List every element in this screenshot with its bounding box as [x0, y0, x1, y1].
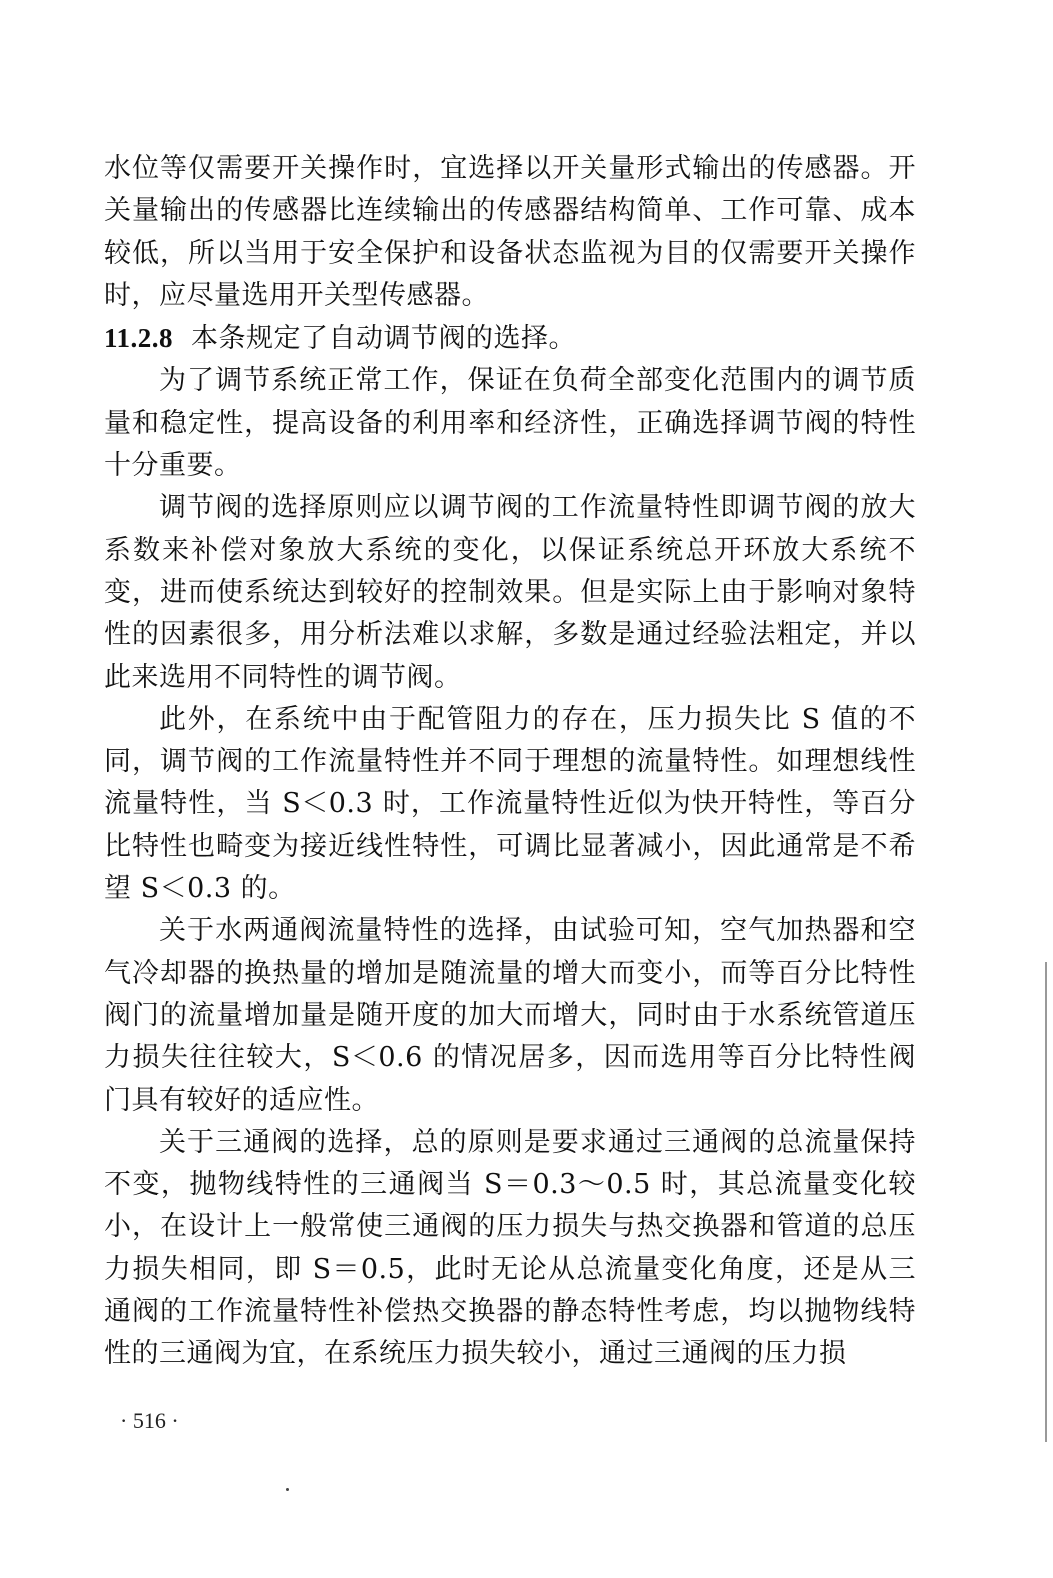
clause-title: 本条规定了自动调节阀的选择。: [191, 323, 577, 355]
paragraph-three-way-valve: 关于三通阀的选择，总的原则是要求通过三通阀的总流量保持不变，抛物线特性的三通阀当 S＝0.3～0.5 时，其总流量变化较小，在设计上一般常使三通阀的压力损失与热交换器和管道的总压力损失相同，即 S＝0.5，此时无论从总流量变化角度，还是从三通阀的工作流量特性补偿热交换器的静态特性考虑，均以抛物线特性的三通阀为宜，在系统压力损失较小，通过三通阀的压力损: [104, 1126, 916, 1370]
body-text: [104, 148, 916, 1376]
paragraph-regulation-purpose: 为了调节系统正常工作，保证在负荷全部变化范围内的调节质量和稳定性，提高设备的利用率和经济性，正确选择调节阀的特性十分重要。: [104, 365, 916, 482]
page-number: · 516 ·: [120, 1408, 179, 1433]
scan-edge-line: [1045, 962, 1047, 1442]
scan-speck: [286, 1488, 289, 1491]
clause-heading: [104, 317, 916, 360]
paragraph-pressure-loss: 此外，在系统中由于配管阻力的存在，压力损失比 S 值的不同，调节阀的工作流量特性并不同于理想的流量特性。如理想线性流量特性，当 S＜0.3 时，工作流量特性近似为快开特性，等百分比特性也畸变为接近线性特性，可调比显著减小，因此通常是不希望 S＜0.3 的。: [104, 703, 916, 905]
paragraph-sensor-continued: 水位等仅需要开关操作时，宜选择以开关量形式输出的传感器。开关量输出的传感器比连续输出的传感器结构简单、工作可靠、成本较低，所以当用于安全保护和设备状态监视为目的仅需要开关操作时，应尽量选用开关型传感器。: [104, 153, 916, 311]
paragraph-selection-principle: 调节阀的选择原则应以调节阀的工作流量特性即调节阀的放大系数来补偿对象放大系统的变化，以保证系统总开环放大系统不变，进而使系统达到较好的控制效果。但是实际上由于影响对象特性的因素很多，用分析法难以求解，多数是通过经验法粗定，并以此来选用不同特性的调节阀。: [104, 492, 916, 693]
clause-number: 11.2.8: [104, 323, 174, 354]
paragraph-two-way-valve: 关于水两通阀流量特性的选择，由试验可知，空气加热器和空气冷却器的换热量的增加是随流量的增大而变小，而等百分比特性阀门的流量增加量是随开度的加大而增大，同时由于水系统管道压力损失往往较大，S＜0.6 的情况居多，因而选用等百分比特性阀门具有较好的适应性。: [104, 915, 916, 1116]
